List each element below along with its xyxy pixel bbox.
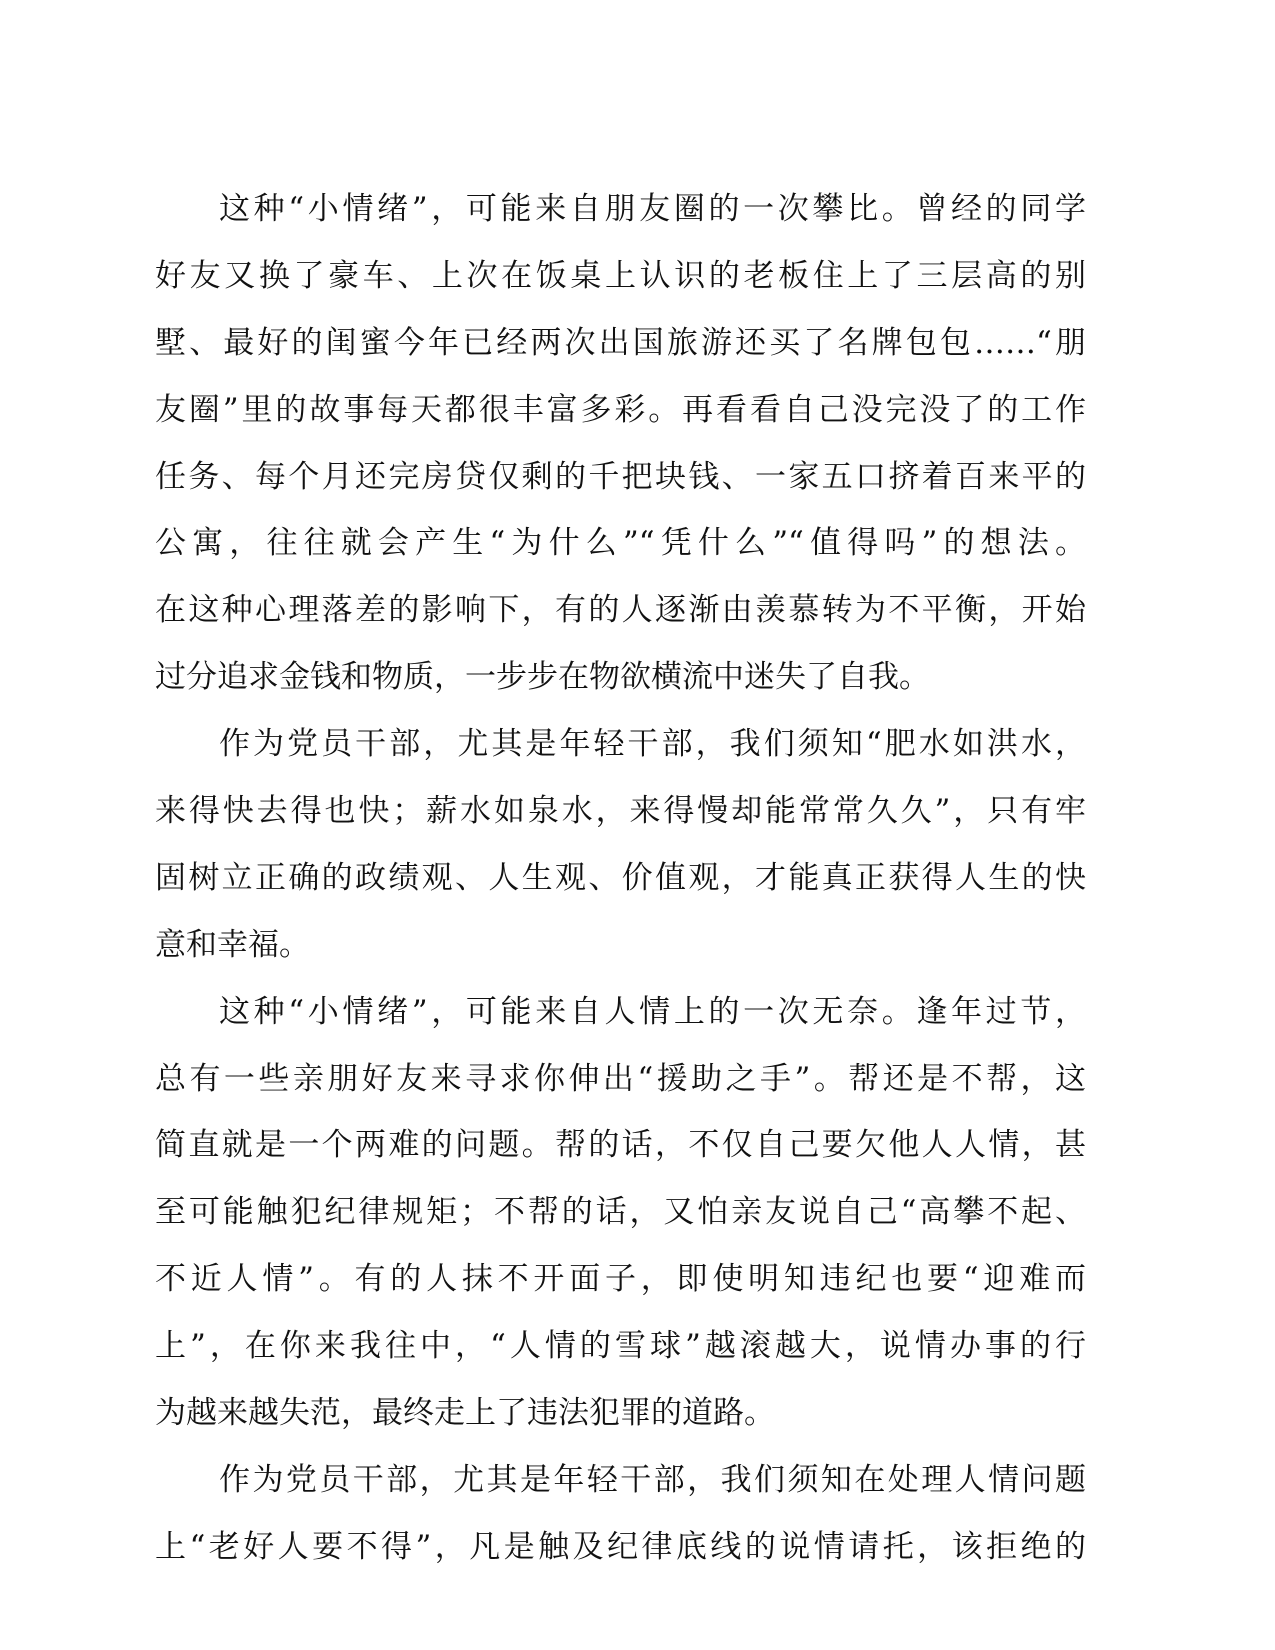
paragraph-2-line-2: 来得快去得也快；薪水如泉水，来得慢却能常常久久”，只有牢 [155, 793, 1086, 830]
paragraph-3-line-7: 为越来越失范，最终走上了违法犯罪的道路。 [155, 1395, 775, 1432]
paragraph-1-line-6: 公寓，往往就会产生“为什么”“凭什么”“值得吗”的想法。 [155, 525, 1086, 562]
paragraph-1-line-8: 过分追求金钱和物质，一步步在物欲横流中迷失了自我。 [155, 659, 930, 696]
paragraph-4-line-2: 上“老好人要不得”，凡是触及纪律底线的说情请托，该拒绝的 [155, 1528, 1086, 1565]
paragraph-3-line-4: 至可能触犯纪律规矩；不帮的话，又怕亲友说自己“高攀不起、 [155, 1194, 1086, 1231]
paragraph-2-line-1: 作为党员干部，尤其是年轻干部，我们须知“肥水如洪水， [219, 726, 1086, 763]
paragraph-2-line-4: 意和幸福。 [155, 926, 310, 963]
paragraph-1-line-3: 墅、最好的闺蜜今年已经两次出国旅游还买了名牌包包……“朋 [155, 324, 1086, 361]
body-text [155, 176, 1086, 1581]
paragraph-1-line-2: 好友又换了豪车、上次在饭桌上认识的老板住上了三层高的别 [155, 257, 1086, 294]
paragraph-1-line-5: 任务、每个月还完房贷仅剩的千把块钱、一家五口挤着百来平的 [155, 458, 1086, 495]
paragraph-3-line-3: 简直就是一个两难的问题。帮的话，不仅自己要欠他人人情，甚 [155, 1127, 1086, 1164]
paragraph-3-line-2: 总有一些亲朋好友来寻求你伸出“援助之手”。帮还是不帮，这 [155, 1060, 1086, 1097]
paragraph-1-line-4: 友圈”里的故事每天都很丰富多彩。再看看自己没完没了的工作 [155, 391, 1086, 428]
paragraph-2-line-3: 固树立正确的政绩观、人生观、价值观，才能真正获得人生的快 [155, 859, 1086, 896]
paragraph-1-line-1: 这种“小情绪”，可能来自朋友圈的一次攀比。曾经的同学 [219, 191, 1086, 227]
paragraph-3-line-5: 不近人情”。有的人抹不开面子，即使明知违纪也要“迎难而 [155, 1261, 1086, 1298]
paragraph-3-line-1: 这种“小情绪”，可能来自人情上的一次无奈。逢年过节， [219, 993, 1086, 1030]
paragraph-1-line-7: 在这种心理落差的影响下，有的人逐渐由羡慕转为不平衡，开始 [155, 592, 1086, 629]
paragraph-4-line-1: 作为党员干部，尤其是年轻干部，我们须知在处理人情问题 [219, 1461, 1086, 1498]
paragraph-3-line-6: 上”，在你来我往中，“人情的雪球”越滚越大，说情办事的行 [155, 1328, 1086, 1365]
